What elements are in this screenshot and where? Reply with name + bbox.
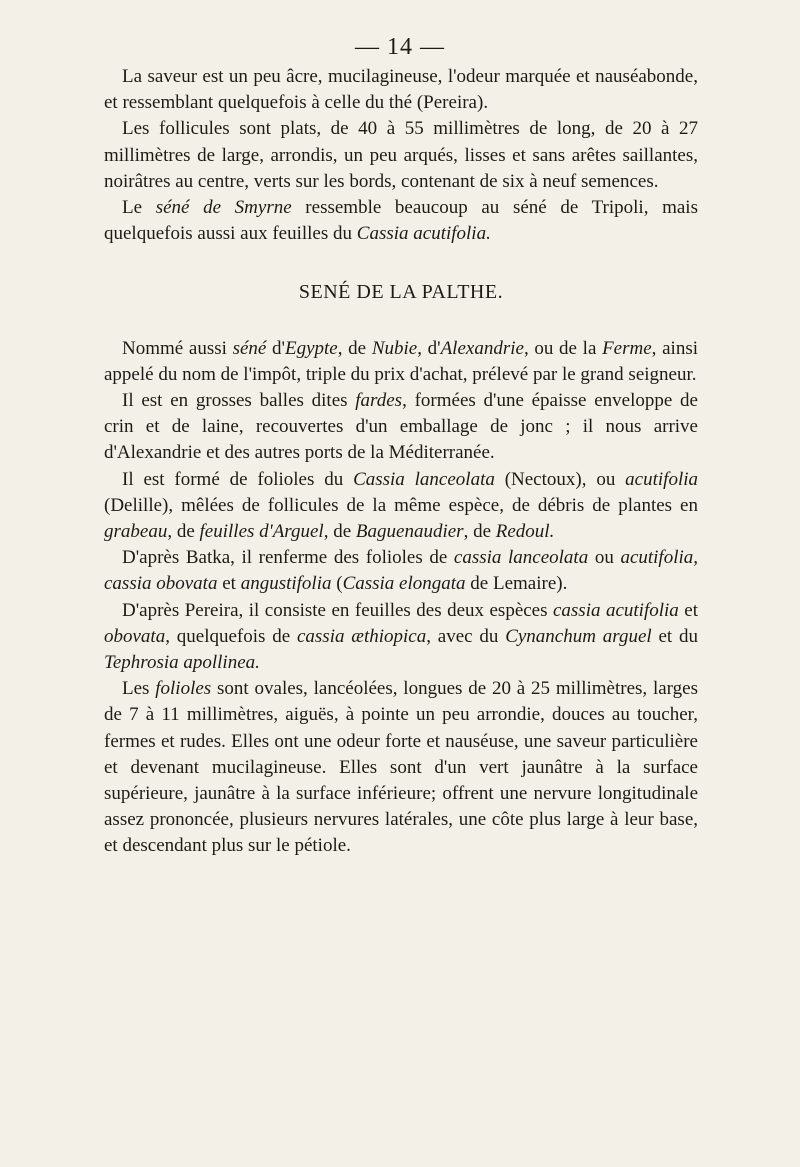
text-run: Il est formé de folioles du [122,468,354,490]
text-run: et du [651,625,698,647]
text-run: , formées d'une épaisse enveloppe de crin et de laine, recouvertes d'un emballage de jonc ; il nous arrive d'Alexandrie et des autres ports de la Méditerranée. [104,390,698,464]
italic-run: acutifolia, cassia obovata [104,547,699,595]
italic-run: grabeau [104,521,168,543]
text-run: , de [337,337,372,359]
italic-run: Alexandrie [440,337,524,359]
italic-run: séné de Smyrne [155,197,292,219]
italic-run: fardes [355,390,403,412]
paragraph [104,64,698,116]
italic-run: acutifolia [625,468,698,490]
paragraph [104,676,698,859]
paragraphs-before-heading [104,64,698,247]
text-run: , de [463,521,496,543]
italic-run: cassia lanceolata [453,547,589,569]
text-run: , de [323,521,356,543]
text-run: ressemble beaucoup au séné de Tripoli, mais quelquefois aussi aux feuilles du [104,197,698,245]
italic-run: obovata [104,625,166,647]
text-run: sont ovales, lancéolées, longues de 20 à 25 millimètres, larges de 7 à 11 millimètres, aiguës, à pointe un peu arrondie, douces au toucher, fermes et rudes. Elles ont une odeur forte et nauséuse, une saveur particulière et devenant mucilagineuse. Elles sont d'un vert jaunâtre à la surface supérieure, jaunâtre à la surface inférieure; offrent une nervure longitudinale assez prononcée, plusieurs nervures latérales, une côte plus large à leur base, et descendant plus sur le pétiole. [104,678,698,857]
text-run: ou [588,547,621,569]
text-run: Les follicules sont plats, de 40 à 55 millimètres de long, de 20 à 27 millimètres de large, arrondis, un peu arqués, lisses et sans arêtes saillantes, noirâtres au centre, verts sur les bords, contenant de six à neuf semences. [104,118,698,192]
italic-run: Egypte [284,337,338,359]
text-run: ( [331,573,343,595]
text-run: , avec du [426,625,506,647]
italic-run: Cassia elongata [342,573,466,595]
paragraphs-after-heading [104,336,698,860]
text-run: Il est en grosses balles dites [122,390,356,412]
italic-run: Ferme [602,337,652,359]
text-run: (Delille), mêlées de follicules de la même espèce, de débris de plantes en [104,494,698,516]
paragraph [104,336,698,388]
text-run: de Lemaire). [465,573,568,595]
text-run: , de [167,521,200,543]
paragraph [104,116,698,195]
italic-run: Redoul. [495,521,555,543]
paragraph [104,545,698,597]
text-run: Nommé aussi [122,337,233,359]
text-run: Les [122,678,156,700]
italic-run: Baguenaudier [355,521,464,543]
section-heading: SENÉ DE LA PALTHE. [298,281,504,304]
text-run: , quelquefois de [165,625,297,647]
italic-run: Nubie [371,337,418,359]
italic-run: cassia æthiopica [296,625,427,647]
text-run: (Nectoux), ou [494,468,626,490]
page-number: — 14 — [355,34,445,60]
text-run: d' [266,337,285,359]
text-run: D'après Batka, il renferme des folioles de [122,547,454,569]
italic-run: feuilles d'Arguel [199,521,324,543]
italic-run: Tephrosia apollinea. [104,652,260,674]
text-run: Le [122,197,156,219]
italic-run: séné [232,337,267,359]
text-run: , d' [417,337,441,359]
text-run: D'après Pereira, il consiste en feuilles des deux espèces [122,599,553,621]
text-run: , ou de la [523,337,603,359]
paragraph [104,467,698,546]
italic-run: folioles [155,678,212,700]
paragraph [104,598,698,677]
italic-run: cassia acutifolia [552,599,679,621]
text-run: , ainsi appelé du nom de l'impôt, triple du prix d'achat, prélevé par le grand seigneur. [104,337,698,385]
italic-run: Cassia lanceolata [353,468,495,490]
italic-run: angustifolia [240,573,332,595]
text-run: et [217,573,241,595]
paragraph [104,388,698,467]
paragraph [104,195,698,247]
italic-run: Cassia acutifolia. [356,223,491,245]
page-body [104,64,698,860]
text-run: et [678,599,698,621]
text-run: La saveur est un peu âcre, mucilagineuse, l'odeur marquée et nauséabonde, et ressemblant quelquefois à celle du thé (Pereira). [104,66,698,114]
italic-run: Cynanchum arguel [505,625,652,647]
